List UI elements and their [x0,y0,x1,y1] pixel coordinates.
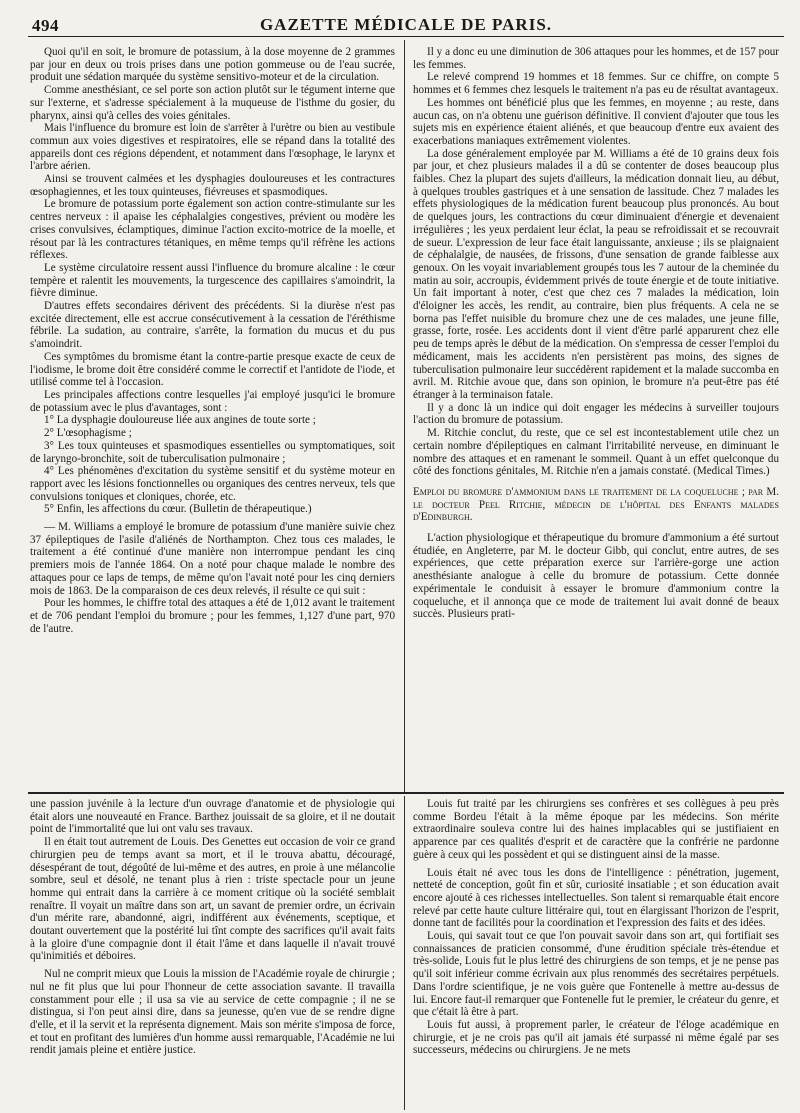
paragraph: Le relevé comprend 19 hommes et 18 femmes. Sur ce chiffre, on compte 5 hommes et 6 femmes chez lesquels le traitement n'a pas eu de résultat avantageux. [413,71,779,97]
paragraph: — M. Williams a employé le bromure de potassium d'une manière suivie chez 37 épileptiques de l'asile d'aliénés de Northampton. Chez tous ces malades, le traitement a été continué d'une manière non interrompue pendant les cinq premiers mois de l'année 1864. On a noté pour chaque malade le nombre des attaques pour ce laps de temps, de même qu'on l'avait noté pour les cinq derniers mois de 1863. De la comparaison de ces deux relevés, il résulte ce qui suit : [30,521,395,597]
paragraph: Pour les hommes, le chiffre total des attaques a été de 1,012 avant le traitement et de 706 pendant l'emploi du bromure ; pour les femmes, 1,127 d'une part, 970 de l'autre. [30,597,395,635]
paragraph: Nul ne comprit mieux que Louis la mission de l'Académie royale de chirurgie ; nul ne fit plus que lui pour l'honneur de cette association savante. Il travailla constamment pour elle ; il usa sa vie au service de cette compagnie ; il ne se distingua, si l'on peut ainsi dire, dans sa jeunesse, qu'en vue de se rendre digne d'elle, et il la servit et la représenta dignement. Mais son mérite s'imposa de force, et tout en profitant des lumières d'un homme aussi remarquable, l'Académie ne lui rendit jamais pleine et entière justice. [30,968,395,1057]
paragraph: Le système circulatoire ressent aussi l'influence du bromure alcaline : le cœur tempère et ralentit les mouvements, la turgescence des capillaires s'amoindrit, la fièvre diminue. [30,261,395,300]
page-header [28,14,784,37]
list-item: 1° La dysphagie douloureuse liée aux angines de toute sorte ; [44,414,316,427]
top-right-column [413,46,779,790]
bottom-right-column [413,798,779,1110]
bottom-left-column [30,798,395,1110]
paragraph: Les principales affections contre lesquelles j'ai employé jusqu'ici le bromure de potassium avec le plus d'avantages, sont : [30,388,395,414]
paragraph: Les hommes ont bénéficié plus que les femmes, en moyenne ; au reste, dans aucun cas, on n'a obtenu une guérison définitive. Il convient d'ajouter que tous les sujets mis en expérience étaient aliénés, et que beaucoup d'entre eux avaient des exacerbations maniaques extrêmement violentes. [413,96,779,147]
paragraph: La dose généralement employée par M. Williams a été de 10 grains deux fois par jour, et chez plusieurs malades il a dû se contenter de doses beaucoup plus faibles. Chez la plupart des sujets d'ailleurs, la médication donnait lieu, au début, à quelques troubles gastriques et à une sensation de lassitude. Chez 7 malades les effets physiologiques de la médication furent beaucoup plus prononcés. Au bout de quelques jours, les contractions du cœur diminuaient d'énergie et devenaient irrégulières ; les yeux perdaient leur éclat, la peau se refroidissait et se recouvrait de sueur. L'expression de leur face était languissante, anxieuse ; ils se plaignaient de céphalalgie, de nausées, de frissons, d'une sensation de grande faiblesse aux genoux. On les voyait invariablement groupés tous les 7 autour de la cheminée du matin au soir, accroupis, évidemment privés de toute énergie et de toute initiative. Un fait important à noter, c'est que chez ces 7 malades la médication, loin d'éloigner les accès, les rendit, au contraire, bien plus fréquents. A cela ne se borna pas l'effet nuisible du bromure chez une de ces malades, une jeune fille, grasse, forte, rosée. Les accidents dont il vient d'être parlé apparurent chez elle peu de temps après le début de la médication. On s'empressa de cesser l'emploi du médicament, mais les accidents n'en persistèrent pas moins, des signes de tuberculisation pulmonaire leur succédèrent rapidement et la malade succomba en avril. M. Ritchie avoue que, dans son opinion, le bromure n'a peut-être pas été étranger à la terminaison fatale. [413,147,779,401]
paragraph: Il y a donc là un indice qui doit engager les médecins à surveiller toujours l'action du bromure de potassium. [413,401,779,427]
list-item: 2° L'œsophagisme ; [44,427,132,440]
paragraph: Il en était tout autrement de Louis. Des Genettes eut occasion de voir ce grand chirurgien peu de temps avant sa mort, et il le trouva abattu, découragé, désespérant de tout, dégoûté de lui-même et des autres, en proie à une mélancolie sombre, seul et désolé, ne tenant plus à rien : triste spectacle pour un jeune homme qui entrait dans la carrière à ce moment critique où la société semblait renaître. Il voyait un maître dans son art, un savant de premier ordre, un écrivain d'un mérite rare, abandonné, aigri, indifférent aux événements, sceptique, et doutant ouvertement que la postérité lui tînt compte des sacrifices qu'il avait faits à la gloire d'une compagnie dont il était l'âme et dans laquelle il n'avait trouvé qu'inimitiés et déboires. [30,836,395,963]
top-left-column [30,46,395,790]
paragraph: Quoi qu'il en soit, le bromure de potassium, à la dose moyenne de 2 grammes par jour en deux ou trois prises dans une potion gommeuse ou de l'eau sucrée, produit une sédation marquée du système sensitivo-moteur et de la circulation. [30,46,395,84]
article-title: Emploi du bromure d'ammonium dans le traitement de la coqueluche ; par M. le docteur Peel Ritchie, médecin de l'hôpital des Enfants malades d'Edinburgh. [413,485,779,524]
page-number: 494 [32,16,59,35]
paragraph: M. Ritchie conclut, du reste, que ce sel est incontestablement utile chez un certain nombre d'épileptiques en calmant l'irritabilité nerveuse, en diminuant le nombre des attaques et en ramenant le sommeil. Quant à un effet quelconque du côté des fonctions génitales, M. Ritchie n'en a jamais constaté. (Medical Times.) [413,427,779,478]
paragraph: Comme anesthésiant, ce sel porte son action plutôt sur le tégument interne que sur l'externe, et s'adresse spécialement à la muqueuse de l'isthme du gosier, du pharynx, ainsi qu'à celles des voies génitales. [30,84,395,122]
article-body: L'action physiologique et thérapeutique du bromure d'ammonium a été surtout étudiée, en Angleterre, par M. le docteur Gibb, qui conclut, entre autres, de ses expériences, que cette préparation exerce sur l'arrière-gorge une action anesthésiante analogue à celle du bromure de potassium. Cette donnée expérimentale le conduisit à essayer le bromure d'ammonium contre la coqueluche, et il annonça que ce mode de traitement lui avait donné de beaux succès. Plusieurs prati- [413,532,779,621]
journal-title: GAZETTE MÉDICALE DE PARIS. [259,15,553,34]
paragraph: Louis fut aussi, à proprement parler, le créateur de l'éloge académique en chirurgie, et je ne crois pas qu'il ait jamais été surpassé ni même égalé par ses successeurs, médecins ou chirurgiens. Je ne mets [413,1018,779,1057]
column-divider [404,796,405,1110]
paragraph: Louis, qui savait tout ce que l'on pouvait savoir dans son art, qui fortifiait ses connaissances de praticien consommé, d'une érudition spéciale très-étendue et très-solide, Louis fut le plus lettré des chirurgiens de son temps, et je ne pense pas qu'il soit inférieur comme écrivain aux plus renommés des secrétaires perpétuels. Dans l'ordre scientifique, je ne vois guère que Fontenelle à mettre au-dessus de lui. Encore faut-il remarquer que Fontenelle fut le premier, le créateur du genre, et que c'était là être à part. [413,930,779,1019]
list-item: 3° Les toux quinteuses et spasmodiques essentielles ou symptomatiques, soit de laryngo-bronchite, soit de tuberculisation pulmonaire ; [30,439,395,465]
paragraph: Louis était né avec tous les dons de l'intelligence : pénétration, jugement, netteté de conception, goût fin et sûr, curiosité insatiable ; et son éducation avait encore ajouté à ces richesses intellectuelles. Son talent si remarquable était encore relevé par cette haute culture littéraire qui, tout en élargissant l'horizon de l'esprit, donne tant de facilités pour la coordination et l'expression des faits et des idées. [413,866,779,930]
column-divider [404,40,405,792]
paragraph: Ainsi se trouvent calmées et les dysphagies douloureuses et les contractures œsophagiennes, et les toux quinteuses, fiévreuses et spasmodiques. [30,173,395,198]
list-item: 4° Les phénomènes d'excitation du système sensitif et du système moteur en rapport avec les lésions fonctionnelles ou organiques des centres nerveux, tels que convulsions toniques et cloniques, chorée, etc. [30,465,395,503]
paragraph: Ces symptômes du bromisme étant la contre-partie presque exacte de ceux de l'iodisme, le brome doit être considéré comme le correctif et l'antidote de l'iode, et utilisé comme tel à l'occasion. [30,350,395,389]
section-divider [28,792,784,794]
paragraph: Il y a donc eu une diminution de 306 attaques pour les hommes, et de 157 pour les femmes. [413,46,779,71]
list-item: 5° Enfin, les affections du cœur. (Bulletin de thérapeutique.) [44,503,312,516]
paragraph: Mais l'influence du bromure est loin de s'arrêter à l'urètre ou bien au vestibule commun aux voies digestives et respiratoires, elle se répand dans la totalité des appareils dont ces régions dépendent, et notamment dans l'œsophage, le larynx et l'arbre aérien. [30,122,395,173]
paragraph: Louis fut traité par les chirurgiens ses confrères et ses collègues à peu près comme Bordeu l'était à la même époque par les médecins. Son mérite extraordinaire souleva contre lui des haines implacables qui se justifiaient en apparence par ces qualités d'esprit et de caractère que la confrérie ne pardonne guère à ceux qui les possèdent et qui se distinguent ainsi de la masse. [413,798,779,861]
paragraph: une passion juvénile à la lecture d'un ouvrage d'anatomie et de physiologie qui était alors une nouveauté en France. Barthez jouissait de sa gloire, et il ne doutait point de l'immortalité que lui ont valu ses travaux. [30,798,395,836]
paragraph: D'autres effets secondaires dérivent des précédents. Si la diurèse n'est pas excitée directement, elle est accrue consécutivement à la cessation de l'éréthisme fébrile. La sudation, au contraire, s'arrête, la formation du mucus et du pus s'amoindrit. [30,300,395,351]
paragraph: Le bromure de potassium porte également son action contre-stimulante sur les centres nerveux : il apaise les céphalalgies congestives, prévient ou modère les crises convulsives, éclamptiques, diminue l'action excito-motrice de la moelle, et résout par là les contractures tétaniques, en même temps qu'il réfrène les actions réflexes. [30,198,395,262]
